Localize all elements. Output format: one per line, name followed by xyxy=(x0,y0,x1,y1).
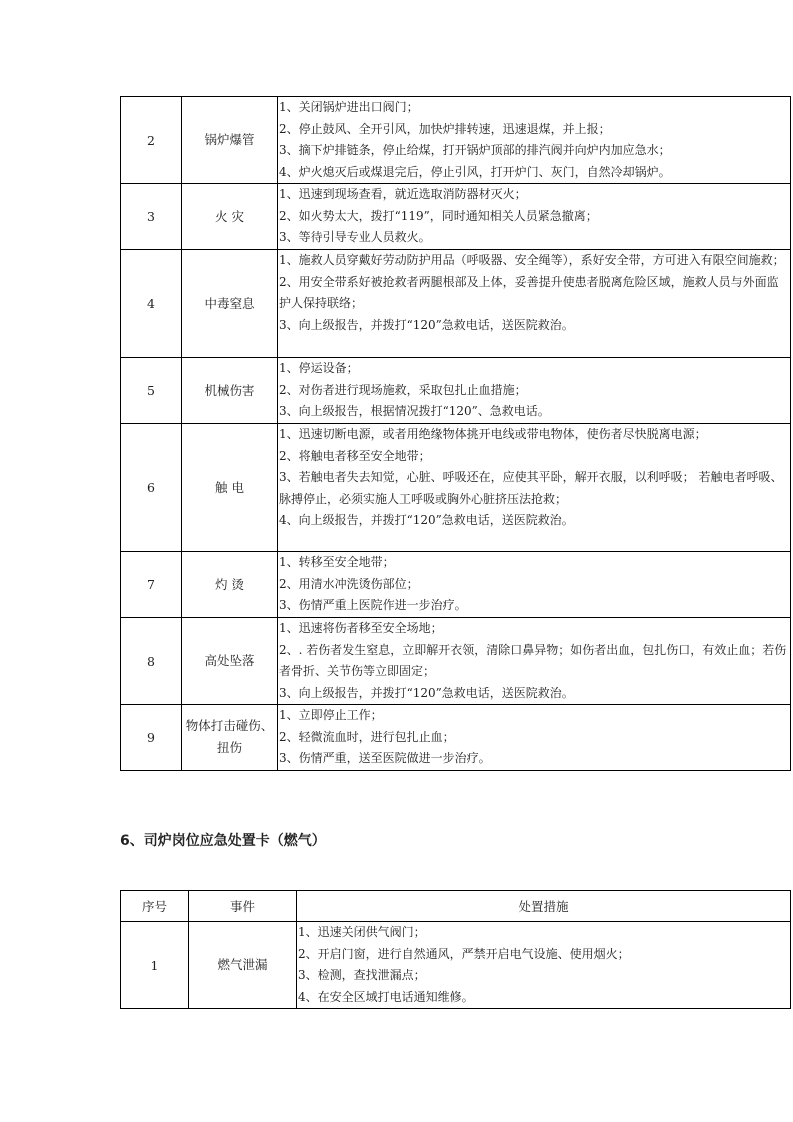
table-row xyxy=(121,358,791,424)
measure-line: 2、. 若伤者发生窒息，立即解开衣领，清除口鼻异物；如伤者出血，包扎伤口，有效止血；若伤者骨折、关节伤等立即固定； xyxy=(279,642,787,678)
measure-line: 4、向上级报告，并拨打“120”急救电话，送医院救治。 xyxy=(279,513,574,527)
event-name: 物体打击碰伤、扭伤 xyxy=(182,705,278,771)
event-name: 中毒窒息 xyxy=(182,250,278,358)
row-number: 5 xyxy=(121,358,182,424)
measure-line: 2、用安全带系好被抢救者两腿根部及上体，妥善提升使患者脱离危险区域，施救人员与外面监护人保持联络； xyxy=(279,274,779,310)
measure-line: 1、关闭锅炉进出口阀门； xyxy=(279,100,419,114)
table-row xyxy=(121,184,791,250)
event-name: 锅炉爆管 xyxy=(182,97,278,184)
measures-cell xyxy=(278,97,791,184)
event-name: 机械伤害 xyxy=(182,358,278,424)
row-number: 9 xyxy=(121,705,182,771)
event-name: 燃气泄漏 xyxy=(189,922,297,1009)
measure-line: 3、伤情严重上医院作进一步治疗。 xyxy=(279,598,467,612)
measure-line: 1、迅速到现场查看，就近选取消防器材灭火； xyxy=(279,187,527,201)
measure-line: 2、对伤者进行现场施救，采取包扎止血措施； xyxy=(279,382,527,397)
table-header-row xyxy=(121,891,791,922)
row-number: 2 xyxy=(121,97,182,184)
measure-line: 2、用清水冲洗烫伤部位； xyxy=(279,576,419,591)
measure-line: 1、迅速将伤者移至安全场地； xyxy=(279,621,443,635)
section-heading: 6、司炉岗位应急处置卡（燃气） xyxy=(120,833,326,849)
measure-line: 1、停运设备； xyxy=(279,361,359,375)
row-number: 8 xyxy=(121,618,182,705)
measures-cell xyxy=(297,922,791,1009)
row-number: 7 xyxy=(121,552,182,618)
table-row xyxy=(121,705,791,771)
event-name: 触 电 xyxy=(182,424,278,552)
measure-line: 4、在安全区域打电话通知维修。 xyxy=(298,989,474,1004)
table-row xyxy=(121,922,791,1009)
measure-line: 3、向上级报告，并拨打“120”急救电话，送医院救治。 xyxy=(279,317,574,332)
header-event: 事件 xyxy=(189,891,297,922)
row-number: 6 xyxy=(121,424,182,552)
measure-line: 2、开启门窗，进行自然通风，严禁开启电气设施、使用烟火； xyxy=(298,946,630,961)
event-name: 火 灾 xyxy=(182,184,278,250)
measure-line: 2、将触电者移至安全地带； xyxy=(279,448,431,463)
measure-line: 3、等待引导专业人员救火。 xyxy=(279,230,431,244)
measure-line: 3、检测，查找泄漏点； xyxy=(298,968,426,982)
event-name: 灼 烫 xyxy=(182,552,278,618)
measures-cell xyxy=(278,358,791,424)
measure-line: 1、转移至安全地带； xyxy=(279,555,395,569)
header-number: 序号 xyxy=(121,891,189,922)
row-number: 1 xyxy=(121,922,189,1009)
table-row xyxy=(121,250,791,358)
measure-line: 3、伤情严重，送至医院做进一步治疗。 xyxy=(279,751,491,765)
table-row xyxy=(121,424,791,552)
measure-line: 2、轻微流血时，进行包扎止血； xyxy=(279,729,455,744)
measures-cell xyxy=(278,424,791,552)
measure-line: 4、炉火熄灭后或煤退完后，停止引风，打开炉门、灰门，自然冷却锅炉。 xyxy=(279,164,671,179)
table-row xyxy=(121,552,791,618)
measure-line: 1、迅速切断电源，或者用绝缘物体挑开电线或带电物体，使伤者尽快脱离电源； xyxy=(279,427,707,441)
measures-cell xyxy=(278,552,791,618)
measure-line: 3、若触电者失去知觉，心脏、呼吸还在，应使其平卧，解开衣服，以利呼吸； 若触电者呼吸、脉搏停止，必须实施人工呼吸或胸外心脏挤压法抢救； xyxy=(279,470,783,506)
emergency-table-gas xyxy=(120,890,791,1009)
measures-cell xyxy=(278,250,791,358)
table-row xyxy=(121,97,791,184)
measure-line: 3、向上级报告，并拨打“120”急救电话，送医院救治。 xyxy=(279,685,574,700)
measure-line: 3、摘下炉排链条，停止给煤，打开锅炉顶部的排汽阀并向炉内加应急水； xyxy=(279,143,671,157)
row-number: 4 xyxy=(121,250,182,358)
measure-line: 1、迅速关闭供气阀门； xyxy=(298,925,426,939)
measure-line: 1、施救人员穿戴好劳动防护用品（呼吸器、安全绳等），系好安全带，方可进入有限空间施救； xyxy=(279,253,785,267)
event-name: 高处坠落 xyxy=(182,618,278,705)
measures-cell xyxy=(278,184,791,250)
measures-cell xyxy=(278,705,791,771)
emergency-table-part1 xyxy=(120,96,791,771)
measures-cell xyxy=(278,618,791,705)
row-number: 3 xyxy=(121,184,182,250)
table-row xyxy=(121,618,791,705)
measure-line: 2、如火势太大，拨打“119”，同时通知相关人员紧急撤离； xyxy=(279,208,598,223)
measure-line: 2、停止鼓风、全开引风，加快炉排转速，迅速退煤，并上报； xyxy=(279,121,611,136)
measure-line: 3、向上级报告，根据情况拨打“120”、急救电话。 xyxy=(279,404,550,418)
header-measures: 处置措施 xyxy=(297,891,791,922)
measure-line: 1、立即停止工作； xyxy=(279,708,383,722)
